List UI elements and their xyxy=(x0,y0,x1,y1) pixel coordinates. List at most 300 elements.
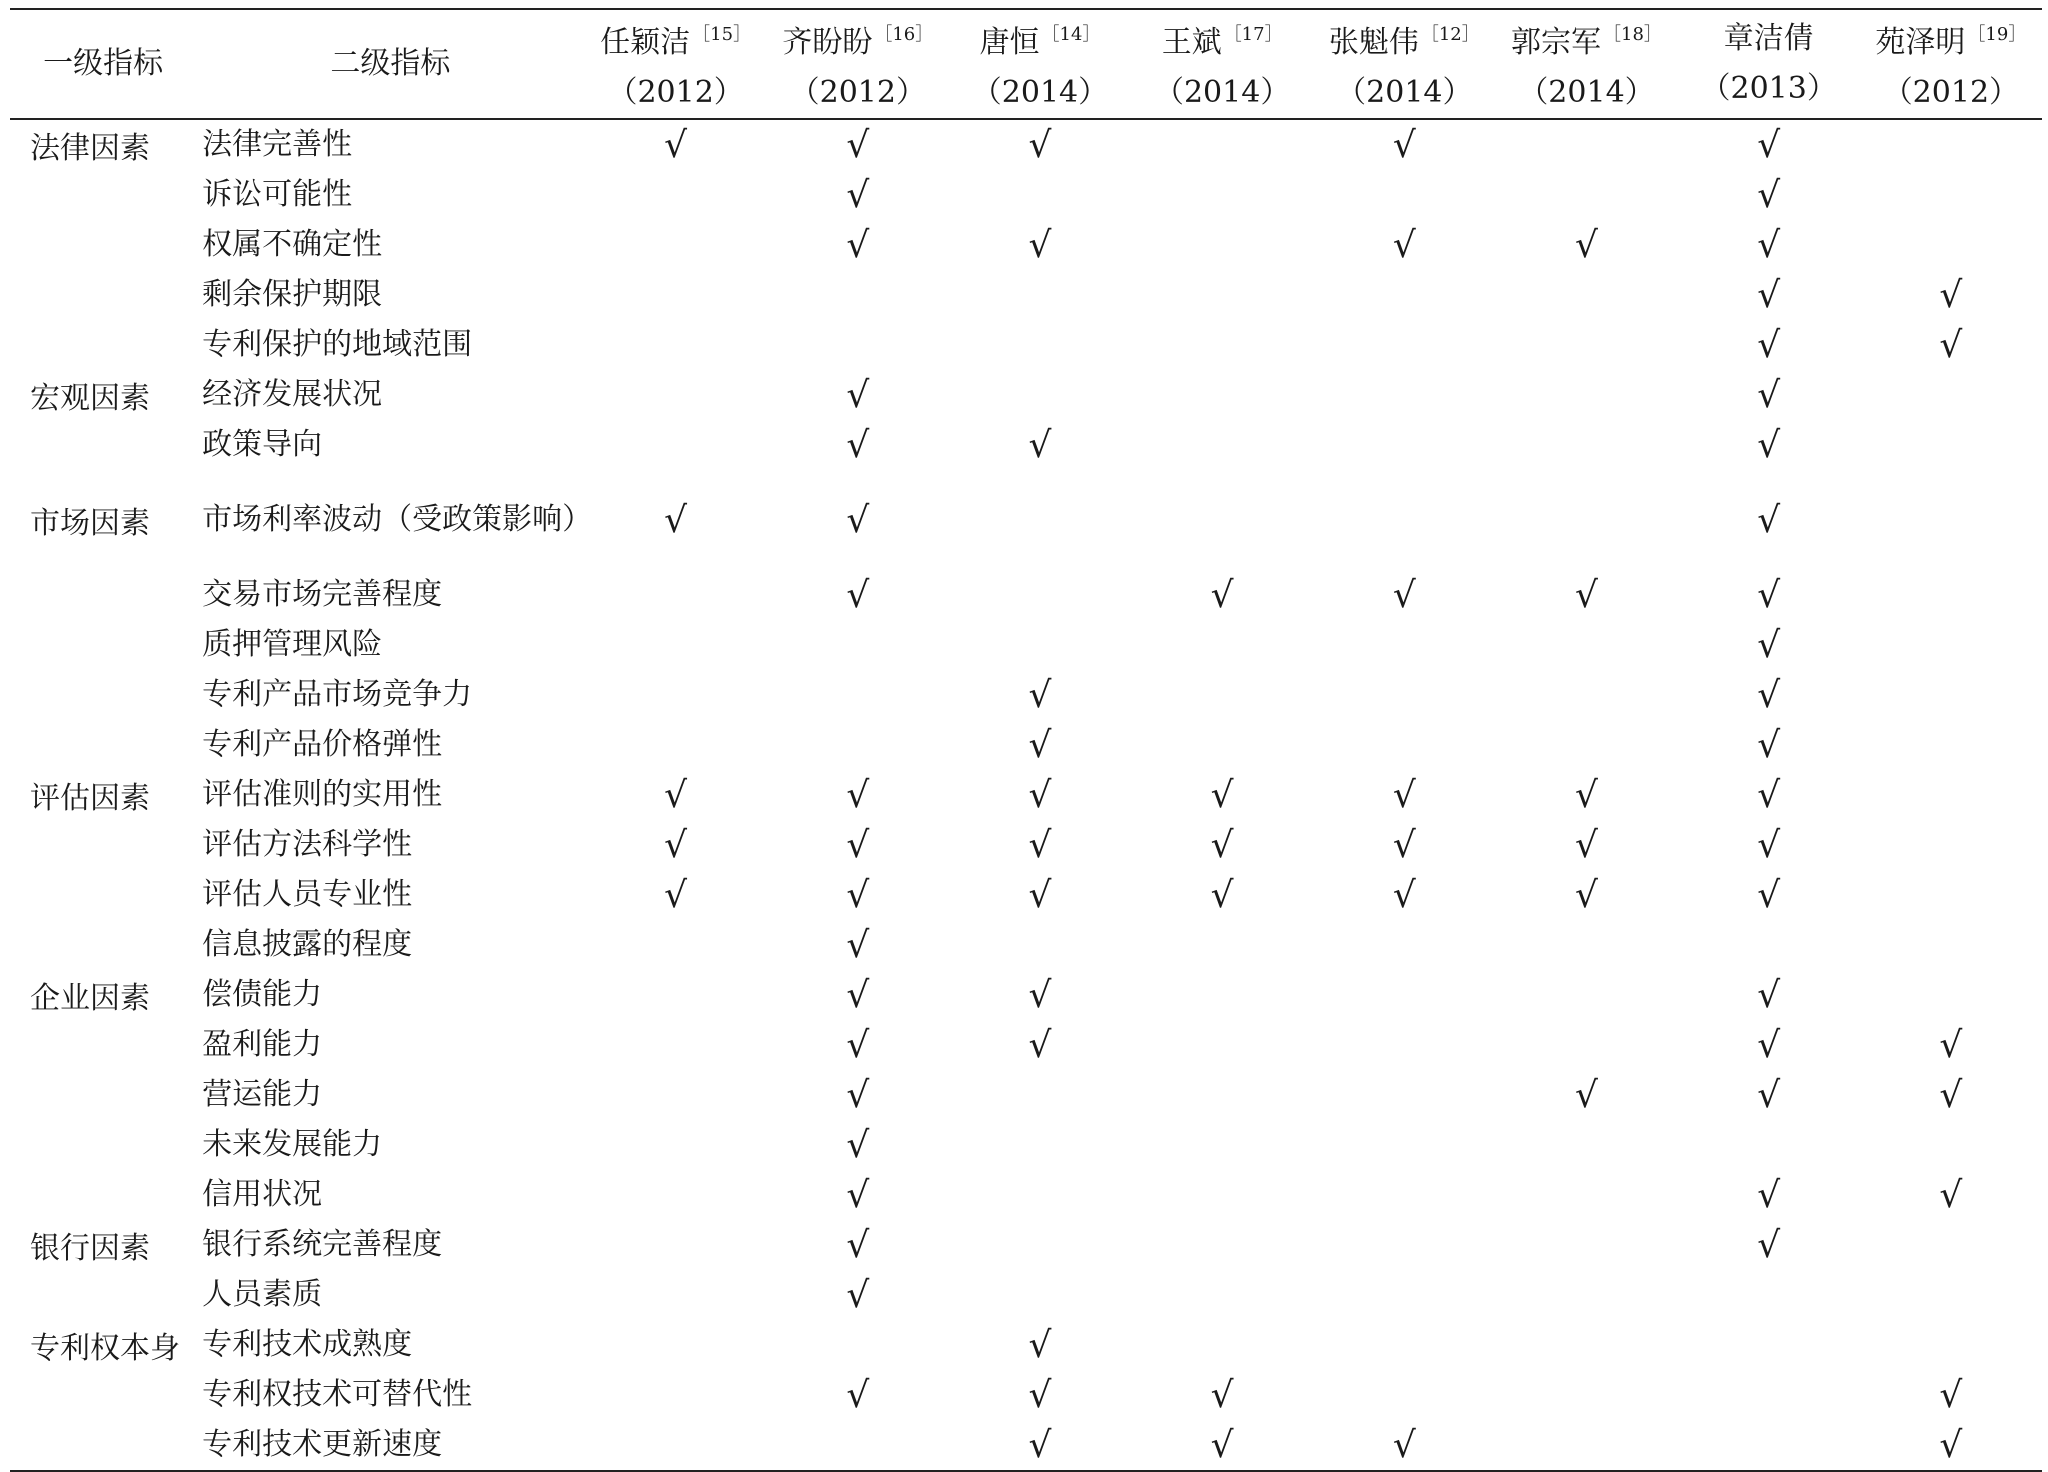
table-row xyxy=(10,119,2042,170)
row-indicator: 剩余保护期限 xyxy=(202,277,383,312)
row-indicator: 交易市场完善程度 xyxy=(202,577,443,612)
check-cell xyxy=(949,320,1131,370)
check-cell xyxy=(585,820,767,870)
check-cell xyxy=(585,770,767,820)
check-cell xyxy=(585,119,767,170)
check-cell xyxy=(767,170,949,220)
check-cell xyxy=(949,1370,1131,1420)
check-cell xyxy=(1131,1070,1313,1120)
check-cell xyxy=(1860,670,2042,720)
check-cell xyxy=(1678,1070,1860,1120)
check-cell xyxy=(1678,1320,1860,1370)
check-cell xyxy=(1860,820,2042,870)
check-mark: √ xyxy=(664,124,688,166)
source-year: （2013） xyxy=(1700,71,1837,106)
check-cell xyxy=(949,620,1131,670)
check-mark: √ xyxy=(1575,224,1598,266)
check-mark: √ xyxy=(1392,224,1416,266)
source-reference: ［18］ xyxy=(1603,24,1662,45)
table-row xyxy=(10,220,2042,270)
check-cell xyxy=(1313,1420,1495,1470)
check-cell xyxy=(1131,1220,1313,1270)
check-cell xyxy=(1860,870,2042,920)
check-cell xyxy=(767,320,949,370)
check-cell xyxy=(585,270,767,320)
check-cell xyxy=(585,1370,767,1420)
check-cell xyxy=(585,320,767,370)
check-mark: √ xyxy=(846,424,870,466)
check-cell xyxy=(949,1170,1131,1220)
source-author-name: 任颖洁 xyxy=(600,25,691,60)
row-indicator: 偿债能力 xyxy=(202,977,323,1012)
check-cell xyxy=(949,1320,1131,1370)
check-cell xyxy=(585,370,767,420)
check-cell xyxy=(1313,1120,1495,1170)
source-author xyxy=(1860,10,2042,68)
check-mark: √ xyxy=(1028,1374,1052,1416)
row-category xyxy=(10,1170,196,1220)
row-indicator: 专利产品价格弹性 xyxy=(202,727,443,762)
check-mark: √ xyxy=(664,824,688,866)
check-cell xyxy=(1678,1020,1860,1070)
check-cell xyxy=(767,620,949,670)
table-row xyxy=(10,1120,2042,1170)
check-cell xyxy=(949,820,1131,870)
check-cell xyxy=(1860,1220,2042,1270)
source-year: （2012） xyxy=(1882,75,2020,110)
check-mark: √ xyxy=(1757,574,1781,616)
row-category xyxy=(10,1270,196,1320)
check-mark: √ xyxy=(846,874,870,916)
check-cell xyxy=(1313,220,1495,270)
table-row xyxy=(10,620,2042,670)
check-cell xyxy=(1860,420,2042,470)
check-mark: √ xyxy=(846,824,870,866)
check-cell xyxy=(767,1320,949,1370)
check-cell xyxy=(949,1020,1131,1070)
row-indicator: 经济发展状况 xyxy=(202,377,383,412)
check-cell xyxy=(1495,1070,1677,1120)
source-year: （2012） xyxy=(789,75,926,110)
check-cell xyxy=(767,570,949,620)
header-source xyxy=(585,10,767,119)
check-mark: √ xyxy=(846,974,870,1016)
check-cell xyxy=(767,920,949,970)
check-cell xyxy=(1860,320,2042,370)
row-category xyxy=(10,820,196,870)
check-cell xyxy=(949,870,1131,920)
check-cell xyxy=(1495,870,1677,920)
check-cell xyxy=(1678,320,1860,370)
check-mark: √ xyxy=(1028,1424,1052,1466)
check-cell xyxy=(1495,1420,1677,1470)
table-body xyxy=(10,119,2042,1470)
check-cell xyxy=(949,220,1131,270)
row-indicator: 专利权技术可替代性 xyxy=(202,1377,473,1412)
row-indicator: 评估方法科学性 xyxy=(202,827,413,862)
check-cell xyxy=(1313,720,1495,770)
check-cell xyxy=(585,1320,767,1370)
table-row xyxy=(10,1370,2042,1420)
check-cell xyxy=(1313,1270,1495,1320)
check-mark: √ xyxy=(846,574,870,616)
check-cell xyxy=(949,670,1131,720)
check-cell xyxy=(1131,770,1313,820)
header-level2 xyxy=(196,10,584,119)
check-cell xyxy=(1495,1120,1677,1170)
check-cell xyxy=(767,1220,949,1270)
check-cell xyxy=(1860,170,2042,220)
check-mark: √ xyxy=(1210,1374,1234,1416)
check-cell xyxy=(1313,270,1495,320)
check-cell xyxy=(1131,270,1313,320)
row-category xyxy=(10,420,196,470)
check-cell xyxy=(1860,370,2042,420)
check-mark: √ xyxy=(1028,124,1052,166)
check-cell xyxy=(1678,870,1860,920)
check-cell xyxy=(585,870,767,920)
check-cell xyxy=(1860,1120,2042,1170)
row-indicator: 人员素质 xyxy=(202,1277,323,1312)
check-cell xyxy=(1678,1170,1860,1220)
check-mark: √ xyxy=(1757,374,1781,416)
check-cell xyxy=(1131,1370,1313,1420)
table-row xyxy=(10,420,2042,470)
check-cell xyxy=(1495,1020,1677,1070)
row-indicator: 政策导向 xyxy=(202,427,323,462)
check-mark: √ xyxy=(1757,974,1781,1016)
check-cell xyxy=(1131,119,1313,170)
check-cell xyxy=(585,1270,767,1320)
check-cell xyxy=(1131,570,1313,620)
table-row xyxy=(10,820,2042,870)
check-cell xyxy=(1131,720,1313,770)
row-indicator: 专利保护的地域范围 xyxy=(202,327,473,362)
check-cell xyxy=(767,970,949,1020)
check-cell xyxy=(585,1070,767,1120)
check-mark: √ xyxy=(1028,874,1052,916)
check-cell xyxy=(1678,920,1860,970)
check-mark: √ xyxy=(1757,424,1781,466)
check-cell xyxy=(1495,570,1677,620)
source-reference: ［12］ xyxy=(1420,24,1480,45)
table-row xyxy=(10,320,2042,370)
check-cell xyxy=(585,920,767,970)
check-cell xyxy=(1678,670,1860,720)
check-cell xyxy=(1131,620,1313,670)
source-author xyxy=(767,10,949,68)
check-cell xyxy=(949,420,1131,470)
row-category xyxy=(10,1370,196,1420)
check-mark: √ xyxy=(1939,1174,1963,1216)
check-mark: √ xyxy=(846,774,870,816)
table-row xyxy=(10,970,2042,1020)
check-cell xyxy=(1678,1120,1860,1170)
row-category xyxy=(10,1020,196,1070)
source-reference: ［17］ xyxy=(1223,24,1283,45)
check-cell xyxy=(1678,1420,1860,1470)
row-indicator: 市场利率波动（受政策影响） xyxy=(202,502,593,537)
check-cell xyxy=(1131,170,1313,220)
check-cell xyxy=(1495,119,1677,170)
check-cell xyxy=(1678,119,1860,170)
check-cell xyxy=(1131,320,1313,370)
check-cell xyxy=(1860,620,2042,670)
row-indicator: 营运能力 xyxy=(202,1077,323,1112)
check-mark: √ xyxy=(1392,1424,1416,1466)
check-cell xyxy=(949,270,1131,320)
check-mark: √ xyxy=(1757,824,1781,866)
check-cell xyxy=(1131,1170,1313,1220)
row-category: 银行因素 xyxy=(30,1231,150,1266)
check-cell xyxy=(1131,870,1313,920)
row-category: 专利权本身 xyxy=(30,1331,180,1366)
check-cell xyxy=(1495,370,1677,420)
check-mark: √ xyxy=(1757,124,1781,166)
header-row xyxy=(10,10,2042,119)
check-mark: √ xyxy=(664,774,688,816)
source-author-name: 唐恒 xyxy=(979,25,1040,60)
check-cell xyxy=(1860,720,2042,770)
source-author xyxy=(1495,10,1677,68)
check-cell xyxy=(585,1170,767,1220)
check-mark: √ xyxy=(1757,1024,1781,1066)
check-cell xyxy=(767,770,949,820)
source-year: （2012） xyxy=(607,75,744,110)
check-cell xyxy=(767,1020,949,1070)
check-cell xyxy=(949,370,1131,420)
row-category xyxy=(10,720,196,770)
check-mark: √ xyxy=(1392,124,1416,166)
check-mark: √ xyxy=(1757,1074,1781,1116)
check-mark: √ xyxy=(1028,1324,1052,1366)
table-row xyxy=(10,770,2042,820)
check-cell xyxy=(585,570,767,620)
header-level1 xyxy=(10,10,196,119)
check-cell xyxy=(1678,270,1860,320)
check-cell xyxy=(1495,1170,1677,1220)
check-mark: √ xyxy=(846,499,870,541)
check-cell xyxy=(1495,170,1677,220)
table-row xyxy=(10,1420,2042,1470)
row-indicator: 盈利能力 xyxy=(202,1027,323,1062)
check-mark: √ xyxy=(1392,574,1416,616)
check-cell xyxy=(1860,1420,2042,1470)
check-cell xyxy=(949,1420,1131,1470)
source-year: （2014） xyxy=(1153,75,1291,110)
check-cell xyxy=(1678,370,1860,420)
check-mark: √ xyxy=(1939,1374,1963,1416)
check-cell xyxy=(1860,119,2042,170)
check-mark: √ xyxy=(846,1124,870,1166)
check-cell xyxy=(1313,770,1495,820)
check-cell xyxy=(1860,1170,2042,1220)
table-row xyxy=(10,920,2042,970)
row-category: 评估因素 xyxy=(30,781,150,816)
header-level1-label: 一级指标 xyxy=(43,46,164,81)
table-row xyxy=(10,370,2042,420)
check-cell xyxy=(1131,1120,1313,1170)
header-source xyxy=(1313,10,1495,119)
source-author-name: 齐盼盼 xyxy=(782,25,873,60)
check-mark: √ xyxy=(846,1174,870,1216)
row-category xyxy=(10,1420,196,1470)
check-mark: √ xyxy=(1028,424,1052,466)
header-source xyxy=(1860,10,2042,119)
check-cell xyxy=(1313,370,1495,420)
check-mark: √ xyxy=(1028,674,1052,716)
check-mark: √ xyxy=(1392,774,1416,816)
check-cell xyxy=(949,570,1131,620)
check-cell xyxy=(1313,119,1495,170)
check-mark: √ xyxy=(1392,824,1416,866)
source-author xyxy=(585,10,767,68)
check-mark: √ xyxy=(1757,174,1781,216)
check-mark: √ xyxy=(1939,1074,1963,1116)
check-mark: √ xyxy=(1757,624,1781,666)
check-cell xyxy=(1313,420,1495,470)
indicator-table-grid xyxy=(10,10,2042,1470)
check-cell xyxy=(1131,970,1313,1020)
check-cell xyxy=(949,970,1131,1020)
check-cell xyxy=(1678,770,1860,820)
check-cell xyxy=(949,770,1131,820)
row-indicator: 评估人员专业性 xyxy=(202,877,413,912)
check-cell xyxy=(1495,970,1677,1020)
check-cell xyxy=(1860,920,2042,970)
table-row xyxy=(10,1220,2042,1270)
check-cell xyxy=(1678,720,1860,770)
check-cell xyxy=(1495,320,1677,370)
table-row xyxy=(10,870,2042,920)
check-cell xyxy=(1678,570,1860,620)
table-row xyxy=(10,170,2042,220)
check-mark: √ xyxy=(1939,274,1963,316)
check-mark: √ xyxy=(1210,574,1234,616)
source-year: （2014） xyxy=(1336,75,1473,110)
check-cell xyxy=(585,420,767,470)
check-cell xyxy=(1131,670,1313,720)
check-cell xyxy=(1131,1420,1313,1470)
row-category xyxy=(10,670,196,720)
check-mark: √ xyxy=(1210,874,1234,916)
check-mark: √ xyxy=(1757,774,1781,816)
row-indicator: 专利技术成熟度 xyxy=(202,1327,413,1362)
check-cell xyxy=(1495,820,1677,870)
check-cell xyxy=(1313,820,1495,870)
row-category xyxy=(10,170,196,220)
check-mark: √ xyxy=(1757,874,1781,916)
check-cell xyxy=(1860,570,2042,620)
row-category xyxy=(10,320,196,370)
table-row xyxy=(10,570,2042,620)
check-cell xyxy=(1495,270,1677,320)
check-cell xyxy=(767,1370,949,1420)
source-author-name: 王斌 xyxy=(1161,25,1222,60)
check-cell xyxy=(949,920,1131,970)
check-mark: √ xyxy=(1757,1174,1781,1216)
check-cell xyxy=(1313,470,1495,570)
source-reference: ［14］ xyxy=(1041,24,1101,45)
check-mark: √ xyxy=(1757,499,1781,541)
check-mark: √ xyxy=(1575,1074,1598,1116)
check-cell xyxy=(1495,1270,1677,1320)
check-cell xyxy=(585,1020,767,1070)
source-author-name: 张魁伟 xyxy=(1328,25,1419,60)
row-indicator: 法律完善性 xyxy=(202,127,353,162)
check-cell xyxy=(1860,270,2042,320)
check-mark: √ xyxy=(846,1274,870,1316)
check-cell xyxy=(767,1270,949,1320)
check-mark: √ xyxy=(846,224,870,266)
check-cell xyxy=(1313,620,1495,670)
check-cell xyxy=(1131,1270,1313,1320)
check-cell xyxy=(1313,1070,1495,1120)
header-source xyxy=(1495,10,1677,119)
check-cell xyxy=(1313,870,1495,920)
check-cell xyxy=(1860,770,2042,820)
header-source xyxy=(1678,10,1860,119)
check-cell xyxy=(1313,1370,1495,1420)
check-cell xyxy=(585,620,767,670)
source-author-name: 郭宗军 xyxy=(1511,25,1602,60)
check-mark: √ xyxy=(1210,1424,1234,1466)
header-source xyxy=(949,10,1131,119)
check-cell xyxy=(1495,470,1677,570)
row-indicator: 诉讼可能性 xyxy=(202,177,353,212)
check-cell xyxy=(767,370,949,420)
check-cell xyxy=(1860,1320,2042,1370)
table-row xyxy=(10,1170,2042,1220)
header-source xyxy=(1131,10,1313,119)
check-mark: √ xyxy=(1575,874,1598,916)
check-cell xyxy=(1495,770,1677,820)
indicator-table xyxy=(10,8,2042,1472)
check-cell xyxy=(1495,1320,1677,1370)
check-cell xyxy=(949,170,1131,220)
check-cell xyxy=(1860,470,2042,570)
check-cell xyxy=(949,119,1131,170)
check-cell xyxy=(1313,1020,1495,1070)
row-indicator: 权属不确定性 xyxy=(202,227,383,262)
check-cell xyxy=(1131,820,1313,870)
check-mark: √ xyxy=(846,174,870,216)
source-year: （2014） xyxy=(971,75,1109,110)
check-mark: √ xyxy=(1939,324,1963,366)
row-category: 宏观因素 xyxy=(30,381,150,416)
table-row xyxy=(10,1270,2042,1320)
check-cell xyxy=(1678,170,1860,220)
check-cell xyxy=(767,870,949,920)
row-category xyxy=(10,920,196,970)
check-cell xyxy=(1131,920,1313,970)
source-author xyxy=(1678,14,1860,64)
row-category xyxy=(10,270,196,320)
check-mark: √ xyxy=(1028,824,1052,866)
check-cell xyxy=(1131,1320,1313,1370)
row-category xyxy=(10,570,196,620)
check-mark: √ xyxy=(846,374,870,416)
check-mark: √ xyxy=(1757,324,1781,366)
check-cell xyxy=(1131,220,1313,270)
row-indicator: 信用状况 xyxy=(202,1177,323,1212)
row-category xyxy=(10,870,196,920)
check-mark: √ xyxy=(1939,1024,1963,1066)
row-category xyxy=(10,1070,196,1120)
row-category: 法律因素 xyxy=(30,131,150,166)
check-cell xyxy=(767,1420,949,1470)
table-row xyxy=(10,1070,2042,1120)
